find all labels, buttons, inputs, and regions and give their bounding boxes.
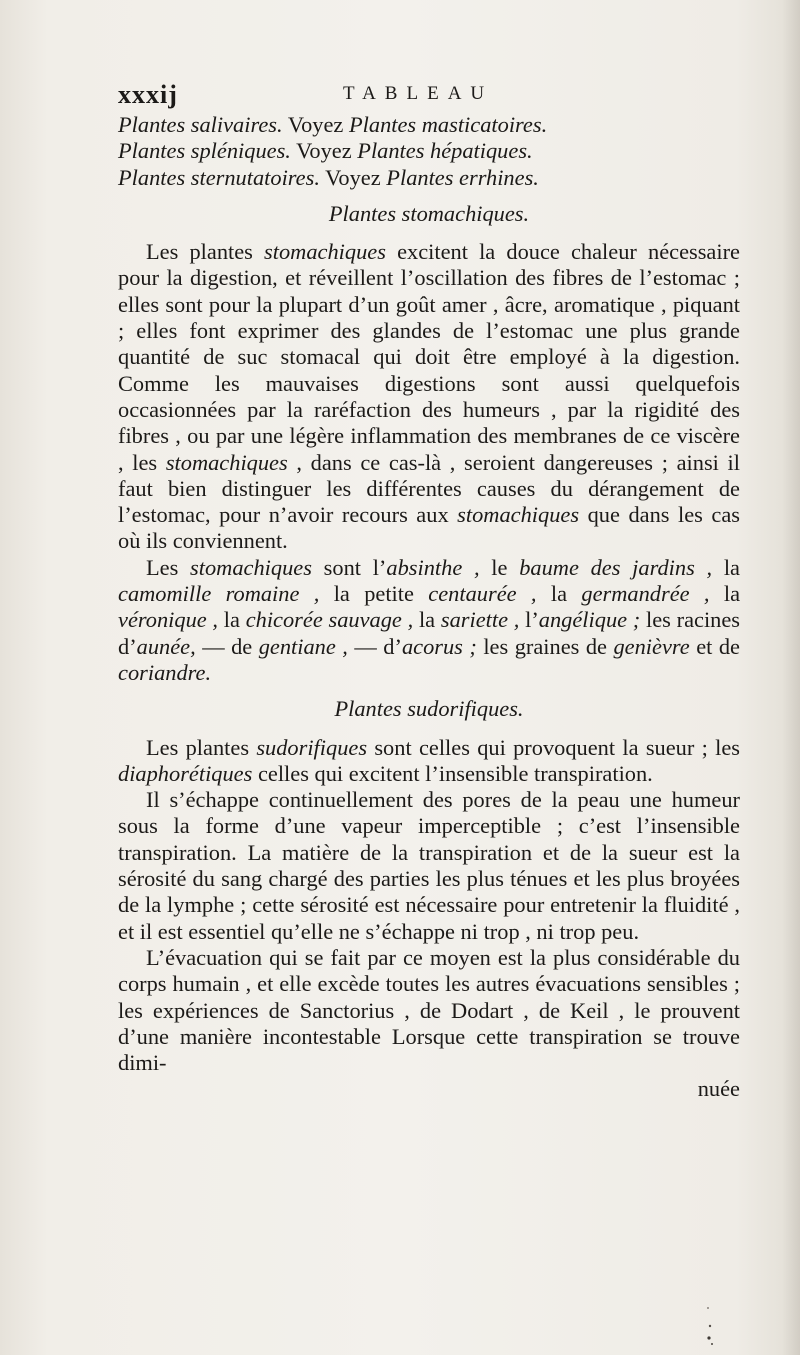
paragraph: Les stomachiques sont l’absinthe , le baume des jardins , la camomille romaine , la petite centaurée , la germandrée , la véronique , la chicorée sauvage , la sariette , l’angélique ; les racines d’aunée, — de gentiane , — d’acorus ; les graines de genièvre et de coriandre. — [118, 554, 741, 685]
section-heading: Plantes sudorifiques. — [334, 696, 524, 722]
cross-reference: Plantes spléniques. Voyez Plantes hépatiques. — [118, 138, 533, 164]
page-edge-shadow — [782, 0, 800, 1355]
running-title: TABLEAU — [343, 83, 494, 104]
page-number: xxxij — [118, 80, 178, 109]
body-text — [118, 112, 740, 1103]
cross-reference: Plantes sternutatoires. Voyez Plantes errhines. — [118, 164, 539, 190]
section-heading: Plantes stomachiques. — [328, 200, 530, 226]
catchword: nuée — [697, 1076, 740, 1102]
page-header — [118, 80, 698, 110]
paragraph: Il s’échappe continuellement des pores de la peau une humeur sous la forme d’une vapeur imperceptible ; c’est l’insensible transpiration. La matière de la transpiration et de la sueur est la sérosité du sang chargé des parties les plus ténues et les plus broyées de la lymphe ; cette sérosité est nécessaire pour entretenir la fluidité , et il est essentiel qu’elle ne s’échappe ni trop , ni trop peu. — [118, 787, 740, 944]
paper-speck-marks — [700, 1300, 720, 1350]
paragraph: Les plantes sudorifiques sont celles qui provoquent la sueur ; les diaphorétiques celles qui excitent l’insensible transpiration. — [118, 734, 740, 786]
paragraph: L’évacuation qui se fait par ce moyen est la plus considérable du corps humain , et elle excède toutes les autres évacuations sensibles ; les expériences de Sanctorius , de Dodart , de Keil , le prouvent d’une manière incontestable Lorsque cette transpiration se trouve dimi- — [118, 944, 740, 1076]
paragraph: Les plantes stomachiques excitent la douce chaleur nécessaire pour la digestion, et réveillent l’oscillation des fibres de l’estomac ; elles sont pour la plupart d’un goût amer , âcre, aromatique , piquant ; elles font exprimer des glandes de l’estomac une plus grande quantité de suc stomacal qui doit être employé à la digestion. Comme les mauvaises digestions sont aussi quelquefois occasionnées par la raréfaction des humeurs , par la rigidité des fibres , ou par une légère inflammation des membranes de ce viscère , les stomachiques , dans ce cas-là , seroient dangereuses ; ainsi il faut bien distinguer les différentes causes du dérangement de l’estomac, pour n’avoir recours aux stomachiques que dans les cas où ils conviennent. — [118, 239, 740, 554]
cross-reference: Plantes salivaires. Voyez Plantes masticatoires. — [118, 112, 548, 137]
